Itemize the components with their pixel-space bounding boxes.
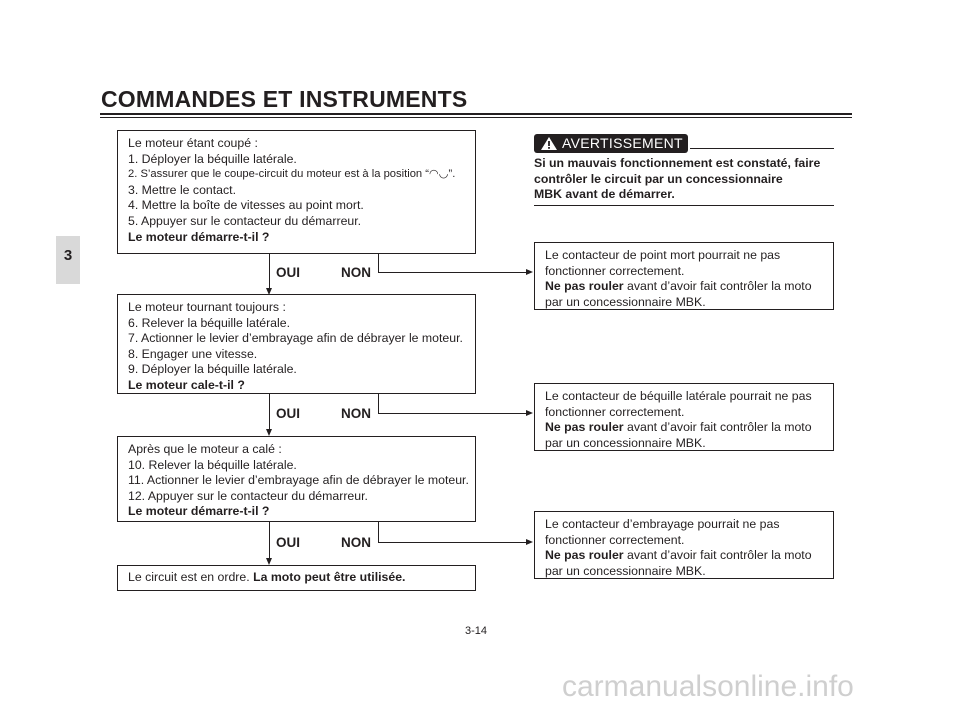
step1-line: 2. S’assurer que le coupe-circuit du moteur est à la position “◠◡”. <box>128 168 456 181</box>
connector-no <box>378 522 379 543</box>
connector-no <box>378 272 526 273</box>
watermark: carmanualsonline.info <box>562 670 854 703</box>
flow-step-2 <box>117 294 476 394</box>
flow-step-1 <box>117 130 476 254</box>
warning-rule <box>690 148 834 149</box>
header-rule-thin <box>100 117 852 118</box>
connector-no <box>378 254 379 273</box>
step1-line: 3. Mettre le contact. <box>128 182 236 197</box>
connector-down <box>269 522 270 558</box>
warning-badge <box>534 134 688 153</box>
step3-line: 10. Relever la béquille latérale. <box>128 457 297 472</box>
arrow-down-icon <box>266 429 272 436</box>
step2-line: 6. Relever la béquille latérale. <box>128 315 291 330</box>
connector-down <box>269 394 270 429</box>
step1-line: 1. Déployer la béquille latérale. <box>128 151 297 166</box>
final-text: Le circuit est en ordre. <box>128 570 250 584</box>
page-title: COMMANDES ET INSTRUMENTS <box>101 86 468 112</box>
flow-final <box>117 565 476 591</box>
chapter-tab: 3 <box>56 236 80 284</box>
step1-line: 4. Mettre la boîte de vitesses au point mort. <box>128 198 364 213</box>
step1-line: Le moteur étant coupé : <box>128 136 258 150</box>
connector-no <box>378 413 526 414</box>
connector-no <box>378 394 379 413</box>
warning-label: AVERTISSEMENT <box>562 135 683 151</box>
page-number: 3-14 <box>465 625 488 637</box>
arrow-down-icon <box>266 558 272 565</box>
header-rule <box>100 113 852 115</box>
step1-line: 5. Appuyer sur le contacteur du démarreur. <box>128 213 362 228</box>
step3-line: 11. Actionner le levier d’embrayage afin de débrayer le moteur. <box>128 473 469 488</box>
step2-line: 7. Actionner le levier d’embrayage afin de débrayer le moteur. <box>128 331 463 346</box>
step1-question: Le moteur démarre-t-il ? <box>128 229 270 244</box>
arrow-right-icon <box>526 269 533 275</box>
no-label: NON <box>341 535 371 550</box>
fault-box-sidestand-switch: Le contacteur de béquille latérale pourrait ne pas fonctionner correctement. Ne pas rouler avant d’avoir fait contrôler la moto par un concessionnaire MBK. <box>534 383 834 451</box>
no-label: NON <box>341 265 371 280</box>
yes-label: OUI <box>276 265 301 280</box>
step3-line: Après que le moteur a calé : <box>128 442 282 456</box>
step3-question: Le moteur démarre-t-il ? <box>128 504 270 519</box>
step2-line: 9. Déployer la béquille latérale. <box>128 362 297 377</box>
warning-text: Si un mauvais fonctionnement est constaté, faire contrôler le circuit par un concessionnaire MBK avant de démarrer. <box>534 156 821 201</box>
connector-no <box>378 542 526 543</box>
connector-down <box>269 254 270 288</box>
flow-step-3 <box>117 436 476 522</box>
step2-line: 8. Engager une vitesse. <box>128 346 258 361</box>
warning-rule <box>534 205 834 206</box>
step2-question: Le moteur cale-t-il ? <box>128 377 245 392</box>
arrow-right-icon <box>526 539 533 545</box>
yes-label: OUI <box>276 535 301 550</box>
no-label: NON <box>341 406 371 421</box>
fault-box-clutch-switch: Le contacteur d’embrayage pourrait ne pas fonctionner correctement. Ne pas rouler avant d’avoir fait contrôler la moto par un concessionnaire MBK. <box>534 511 834 579</box>
warning-icon <box>540 136 558 151</box>
step2-line: Le moteur tournant toujours : <box>128 300 286 314</box>
fault-box-neutral-switch: Le contacteur de point mort pourrait ne pas fonctionner correctement. Ne pas rouler avant d’avoir fait contrôler la moto par un concessionnaire MBK. <box>534 242 834 310</box>
step3-line: 12. Appuyer sur le contacteur du démarreur. <box>128 488 368 503</box>
arrow-right-icon <box>526 410 533 416</box>
yes-label: OUI <box>276 406 301 421</box>
final-bold: La moto peut être utilisée. <box>253 570 406 584</box>
